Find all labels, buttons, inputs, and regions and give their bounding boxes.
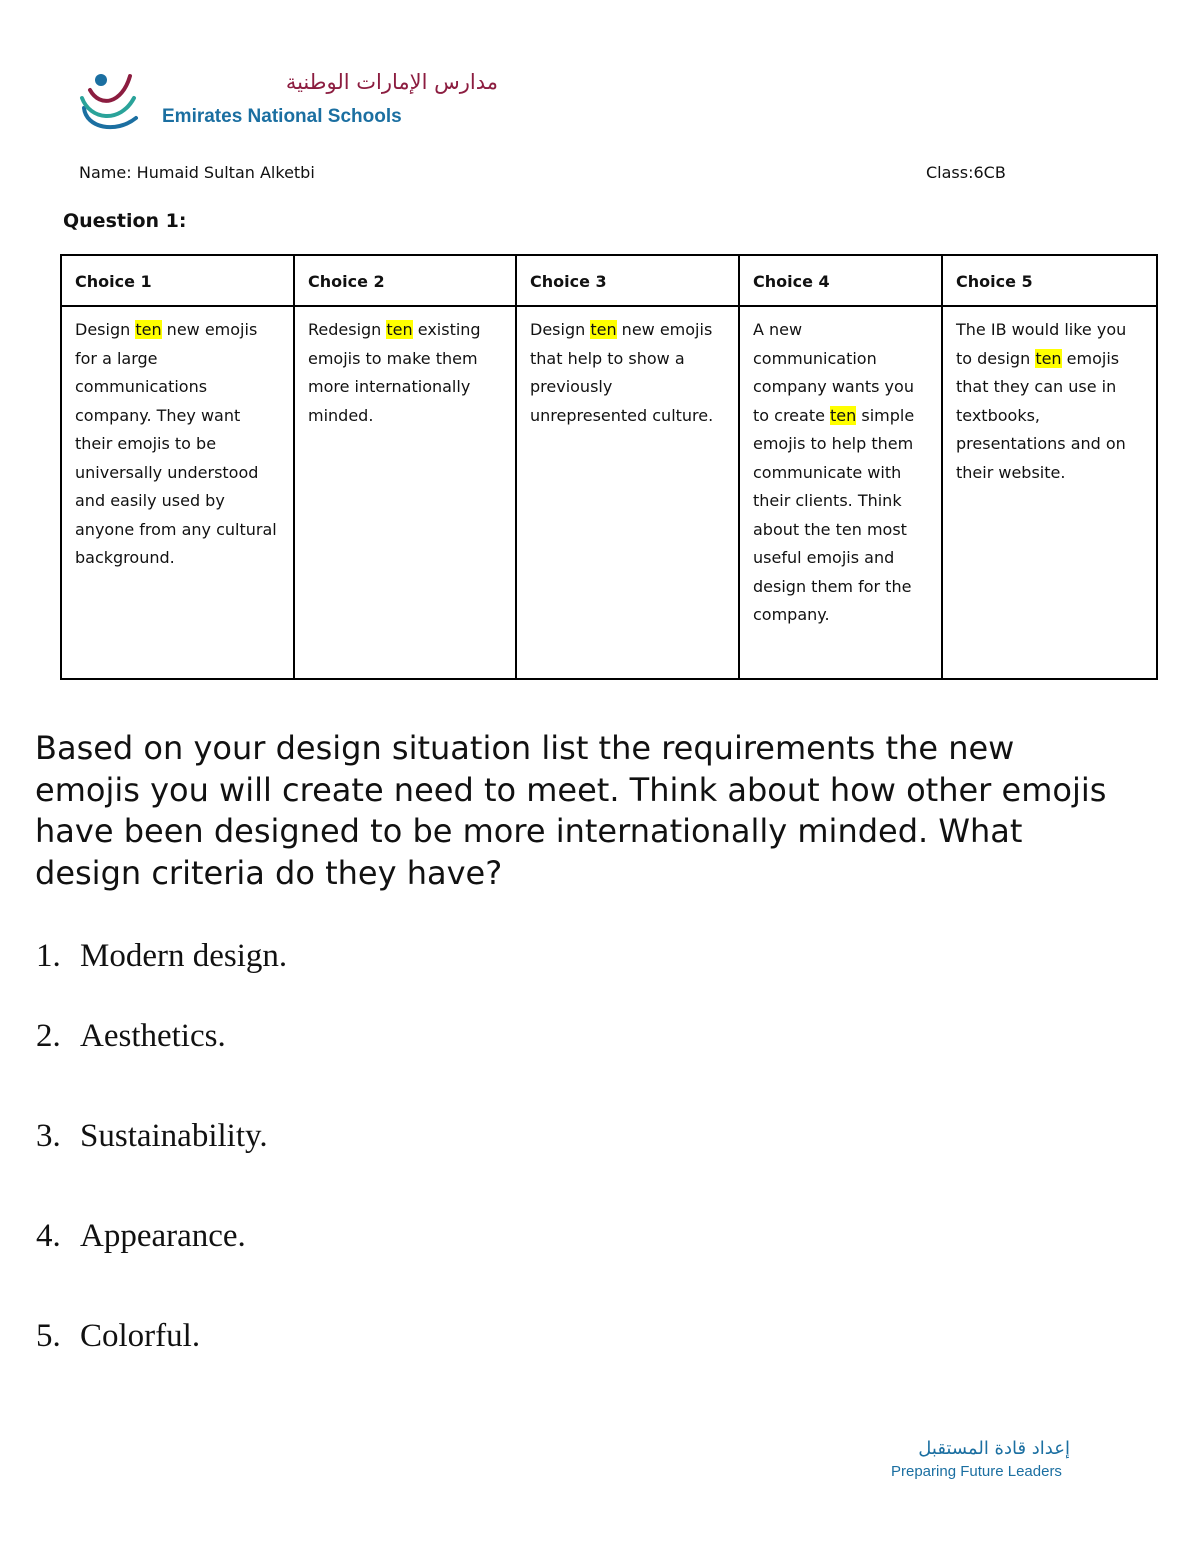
choice-description [61,306,294,679]
requirement-number: 1. [36,938,61,974]
school-name-english: Emirates National Schools [162,106,402,127]
requirement-number: 4. [36,1218,61,1254]
choice-description [942,306,1157,679]
requirement-item [36,1218,246,1255]
choice-header: Choice 3 [516,255,739,306]
choice-text: existing emojis to make them more internationally minded. [308,320,481,425]
question-title: Question 1: [63,210,187,232]
prompt-line: design criteria do they have? [35,853,503,892]
highlighted-word: ten [135,320,162,339]
choice-header: Choice 2 [294,255,516,306]
footer-slogan-english: Preparing Future Leaders [891,1463,1062,1480]
design-prompt [35,728,1200,894]
student-name: Name: Humaid Sultan Alketbi [79,163,315,182]
choice-text: A new communication company wants you to create [753,320,914,425]
highlighted-word: ten [590,320,617,339]
highlighted-word: ten [386,320,413,339]
choice-description [516,306,739,679]
choice-text: new emojis that help to show a previously unrepresented culture. [530,320,714,425]
choice-header: Choice 5 [942,255,1157,306]
requirement-number: 3. [36,1118,61,1154]
footer-slogan-arabic: إعداد قادة المستقبل [918,1438,1070,1459]
requirement-item [36,1018,226,1055]
prompt-line: Based on your design situation list the requirements the new [35,729,1015,767]
choice-text: Design [530,320,591,339]
school-logo [76,68,498,138]
requirement-text: Colorful. [80,1318,201,1354]
requirement-number: 2. [36,1018,61,1054]
requirement-number: 5. [36,1318,61,1354]
requirement-text: Modern design. [80,938,288,974]
prompt-line: have been designed to be more internationally minded. What [35,812,1023,850]
choices-body-row [61,306,1157,679]
requirement-item [36,938,287,975]
choice-text: The IB would like you to design [956,320,1127,368]
prompt-line: emojis you will create need to meet. Think about how other emojis [35,770,1107,809]
choice-text: new emojis for a large communications company. They want their emojis to be universally understood and easily used by anyone from any cultural background. [75,320,277,567]
requirement-text: Appearance. [80,1218,246,1254]
requirement-item [36,1318,200,1355]
choice-description [294,306,516,679]
highlighted-word: ten [1035,348,1062,368]
choices-table [60,254,1158,680]
choice-text: Design [75,320,136,339]
choice-description [739,306,942,679]
school-logo-icon [76,68,156,138]
choice-text: simple emojis to help them communicate with their clients. Think about the ten most useful emojis and design them for the company. [753,405,915,624]
student-class: Class:6CB [926,163,1006,182]
choice-text: Redesign [308,320,387,339]
requirement-text: Sustainability. [80,1118,268,1154]
school-name-arabic: مدارس الإمارات الوطنية [285,70,498,94]
choices-header-row [61,255,1157,306]
choice-header: Choice 1 [61,255,294,306]
requirement-item [36,1118,268,1155]
choice-text: emojis that they can use in textbooks, presentations and on their website. [956,348,1126,482]
choice-header: Choice 4 [739,255,942,306]
requirement-text: Aesthetics. [80,1018,226,1054]
highlighted-word: ten [830,405,857,425]
